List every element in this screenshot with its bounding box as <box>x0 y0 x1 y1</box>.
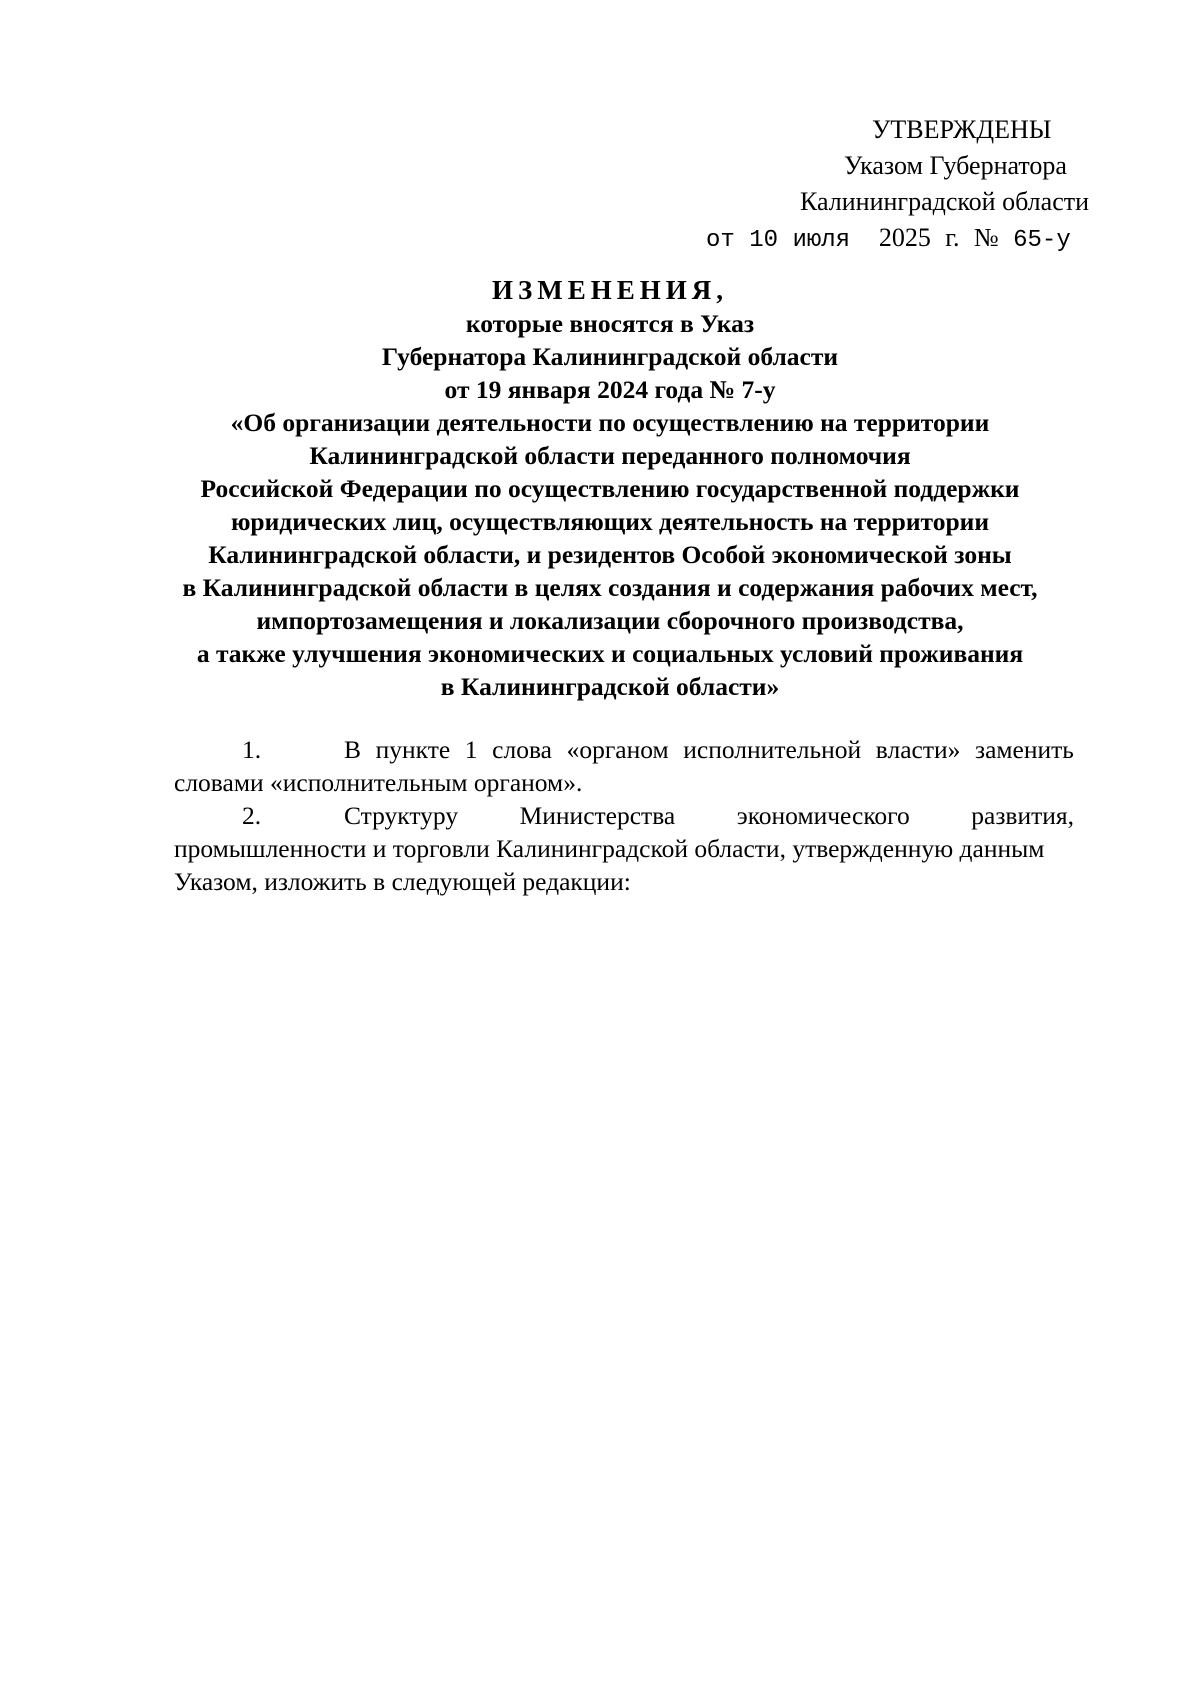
paragraph-line: промышленности и торговли Калининградской области, утвержденную данным <box>174 834 1045 863</box>
date-day: 10 <box>749 227 779 254</box>
decree-number: 65-у <box>1013 227 1071 254</box>
document-title <box>160 274 1060 703</box>
number-sign: № <box>973 223 999 252</box>
title-line: Калининградской области переданного полномочия <box>309 441 911 470</box>
paragraph-1 <box>174 733 1074 799</box>
paragraph-number: 2. <box>242 801 262 830</box>
paragraph-line: словами «исполнительным органом». <box>174 768 583 797</box>
title-line: «Об организации деятельности по осуществлению на территории <box>230 408 990 437</box>
title-line: в Калининградской области» <box>440 672 780 701</box>
date-year-suffix: г. <box>945 223 960 252</box>
title-line: юридических лиц, осуществляющих деятельность на территории <box>230 507 990 536</box>
date-month: июля <box>792 227 851 254</box>
title-line: Российской Федерации по осуществлению государственной поддержки <box>200 474 1020 503</box>
paragraph-first-line: Структуру Министерства экономического развития, <box>344 801 1074 830</box>
date-prefix: от <box>706 227 735 254</box>
title-line: Калининградской области, и резидентов Особой экономической зоны <box>208 540 1012 569</box>
title-line: импортозамещения и локализации сборочного производства, <box>256 606 964 635</box>
title-line: в Калининградской области в целях создания и содержания рабочих мест, <box>182 573 1038 602</box>
approval-authority: Указом Губернатора <box>844 151 1067 180</box>
paragraph-first-line: В пункте 1 слова «органом исполнительной власти» заменить <box>344 735 1074 764</box>
approval-stamp <box>706 112 1120 259</box>
approval-date <box>706 220 1071 259</box>
approval-heading: УТВЕРЖДЕНЫ <box>872 115 1052 144</box>
date-year: 2025 <box>878 223 931 252</box>
title-line: от 19 января 2024 года № 7-у <box>444 375 776 404</box>
paragraph-number: 1. <box>242 735 262 764</box>
title-line: которые вносятся в Указ <box>465 309 755 338</box>
title-line: Губернатора Калининградской области <box>381 342 839 371</box>
title-heading: ИЗМЕНЕНИЯ, <box>491 275 728 305</box>
paragraph-2 <box>174 799 1074 898</box>
document-body <box>174 733 1074 898</box>
title-line: а также улучшения экономических и социальных условий проживания <box>196 639 1024 668</box>
approval-region: Калининградской области <box>800 187 1090 216</box>
paragraph-line: Указом, изложить в следующей редакции: <box>174 867 631 896</box>
